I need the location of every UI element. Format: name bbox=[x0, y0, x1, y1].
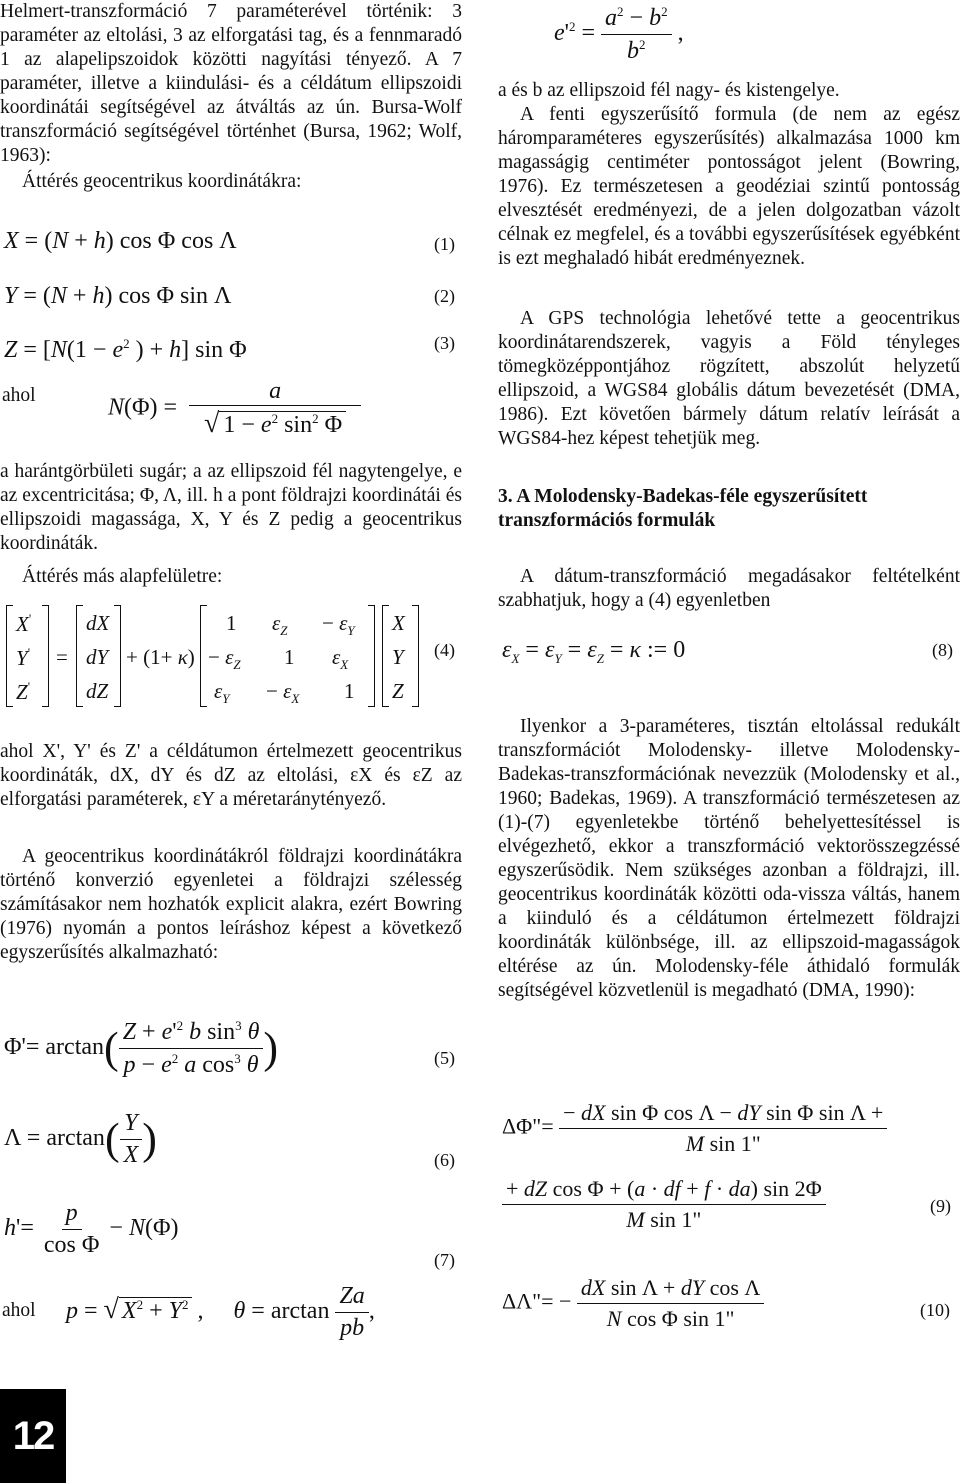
equation-N: N(Φ) = $\frac{a}{√ 1 - e^2 \sin^2 \Phi}$ bbox=[108, 378, 361, 440]
label-ahol-2: ahol bbox=[2, 1300, 36, 1321]
paragraph-molodensky: Ilyenkor a 3-paraméteres, tisztán eltolással redukált transzformációt Molodensky- illetve Molodensky-Badekas-transzformációnak nevezzük (Molodensky et al., 1960; Badekas, 1969). A transzformáció természetesen az (1)-(7) egyenletekbe történő behelyettesítéssel is elvégezhető, ekkor a transzformáció vektorösszegzéssé egyszerűsödik. Nem szükséges azonban a földrajzi, ill. geocentrikus koordináták közötti oda-vissza váltás, hanem a kiinduló és a céldátumon értelmezett földrajzi koordináták különbsége, ill. az ellipszoid-magasságok eltérése az ún. Molodensky-féle áthidaló formulák segítségével közvetlenül is megadható (DMA, 1990): bbox=[498, 716, 960, 1001]
paragraph-condition: A dátum-transzformáció megadásakor feltételként szabhatjuk, hogy a (4) egyenletben bbox=[498, 566, 960, 611]
paragraph-conversion: A geocentrikus koordinátákról földrajzi koordinátákra történő konverzió egyenletei a földrajzi szélesség számításakor nem hozhatók explicit alakra, ezért Bowring (1976) nyomán a pontos leíráshoz képest a következő egyszerűsítés alkalmazható: bbox=[0, 846, 462, 963]
equation-6: Λ = arctan( $\frac{Y}{X}$ ) bbox=[4, 1110, 157, 1168]
equation-8-number: (8) bbox=[932, 640, 953, 660]
equation-10-number: (10) bbox=[920, 1300, 950, 1320]
equation-3: $Z = [N(1 - e^2$ ) + h] sin Φ bbox=[4, 336, 247, 363]
label-ahol: ahol bbox=[2, 385, 36, 406]
equation-e-prime: $e'^2$ = $\frac{a^2 - b^2}{b^2}$ , bbox=[554, 4, 684, 64]
equation-5: Φ'= arctan( $\frac{Z + e'^2 b \sin^3 \theta}{p - e^2 a \cos^3 \theta}$ ) bbox=[4, 1018, 279, 1078]
equation-h: h'= $\frac{p}{\text{cos Φ}}$ − N(Φ) bbox=[4, 1200, 179, 1258]
equation-2-number: (2) bbox=[434, 286, 455, 306]
paragraph-definitions: a harántgörbületi sugár; a az ellipszoid fél nagytengelye, e az excentricitása; Φ, Λ, ill. h a pont földrajzi koordinátái és ellipszoidi magassága, X, Y és Z pedig a geocentrikus koordináták. bbox=[0, 461, 462, 554]
equation-2: Y = (N + h) cos Φ sin Λ bbox=[4, 283, 232, 309]
equation-9-second-line: $\frac{\text{+ dZ cos Φ + (a · df + f · da) sin 2Φ}}{\text{M sin 1"}}$ bbox=[502, 1176, 826, 1233]
page-number: 12 bbox=[0, 1389, 66, 1483]
paragraph-gps: A GPS technológia lehetővé tette a geocentrikus koordinátarendszerek, vagyis a Föld tényleges tömegközéppontjához rögzített, abszolút helyzetű ellipszoid, a WGS84 globális dátum bevezetését (DMA, 1986). Ezt követően bármely dátum relatív leírását a WGS84-hez képest tehetjük meg. bbox=[498, 308, 960, 449]
equation-9-number: (9) bbox=[930, 1196, 951, 1216]
equation-8: $\varepsilon_X = \varepsilon_Y = \varepsilon_Z = \kappa$ := 0 bbox=[502, 637, 686, 666]
equation-4: X' Y' Z' = dX dY dZ + (1+ κ) 1 $\varepsilon_Z$ − $\varepsilon_Y$ − $\varepsilon_Z$ 1 $\varepsilon_X$ $\varepsilon_Y$ − $\varepsilon_X$ 1 X Y Z bbox=[0, 605, 462, 715]
paragraph-target-datum: ahol X', Y' és Z' a céldátumon értelmezett geocentrikus koordináták, dX, dY és dZ az eltolási, εX és εZ az elforgatási paraméterek, εY a méretaránytényező. bbox=[0, 741, 462, 810]
equation-1: X = (N + h) cos Φ cos Λ bbox=[4, 228, 237, 254]
paragraph-intro: Helmert-transzformáció 7 paraméterével történik: 3 paraméter az eltolási, 3 az elforgatási tag, és a fennmaradó 1 az alapelipszoidok közötti nagyítási tényező. A 7 paraméter, illetve a kiindulási- és a céldátum ellipszoidi koordinátái segítségével az átváltás az ún. Bursa-Wolf transzformáció segítségével történhet (Bursa, 1962; Wolf, 1963): bbox=[0, 1, 462, 166]
equation-4-number: (4) bbox=[434, 640, 455, 660]
equation-10: ΔΛ"= − $\frac{\text{dX sin Λ + dY cos Λ}}{\text{N cos Φ sin 1"}}$ bbox=[502, 1275, 764, 1332]
paragraph-formula-accuracy: A fenti egyszerűsítő formula (de nem az egész háromparaméteres egyszerűsítés) alkalmazása 1000 km magasságig centiméter pontosságot jelent (Bowring, 1976). Ez természetesen a geodéziai szintű pontosság elvesztését eredményezi, de a jelen dolgozatban vázolt célnak ez megfelel, és a további egyszerűsítések egyébként is ezt meghaladó hibát eredményeznek. bbox=[498, 104, 960, 269]
equation-9: ΔΦ"= $\frac{\text{− dX sin Φ cos Λ − dY sin Φ sin Λ +}}{\text{M sin 1"}}$ bbox=[502, 1100, 887, 1157]
equation-1-number: (1) bbox=[434, 234, 455, 254]
equation-3-number: (3) bbox=[434, 333, 455, 353]
section-heading: 3. A Molodensky-Badekas-féle egyszerűsített transzformációs formulák bbox=[498, 486, 868, 531]
equation-7-number: (7) bbox=[434, 1250, 455, 1270]
paragraph-other-surface: Áttérés más alapfelületre: bbox=[22, 566, 223, 587]
equation-6-number: (6) bbox=[434, 1150, 455, 1170]
equation-5-number: (5) bbox=[434, 1048, 455, 1068]
equation-7: p = √ $X^2 + Y^2$ , θ = arctan $\frac{Za}{pb}$ , bbox=[66, 1283, 375, 1341]
paragraph-ab: a és b az ellipszoid fél nagy- és kistengelye. bbox=[498, 80, 840, 101]
paragraph-geocentric: Áttérés geocentrikus koordinátákra: bbox=[22, 171, 302, 192]
